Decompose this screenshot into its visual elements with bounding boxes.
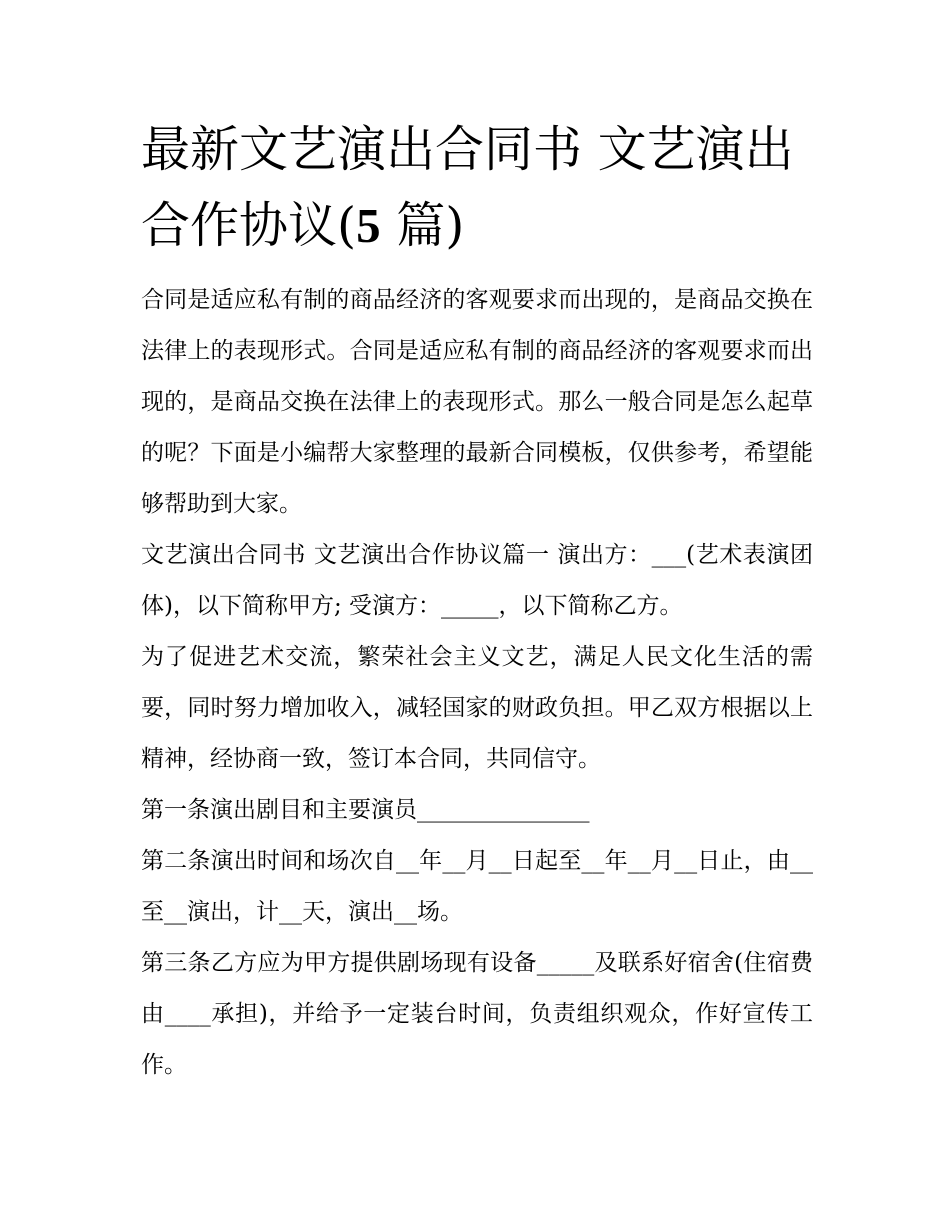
article-2: 第二条演出时间和场次自__年__月__日起至__年__月__日止，由__至__演出，计__天，演出__场。 [141, 848, 813, 925]
title-number: 5 [356, 198, 381, 253]
document-page [141, 112, 813, 1091]
article-3: 第三条乙方应为甲方提供剧场现有设备_____及联系好宿舍(住宿费由____承担)，并给予一定装台时间，负责组织观众，作好宣传工作。 [141, 950, 813, 1078]
parties-paragraph: 文艺演出合同书 文艺演出合作协议篇一 演出方：___(艺术表演团体)，以下简称甲方; 受演方：_____，以下简称乙方。 [141, 542, 813, 619]
article-1: 第一条演出剧目和主要演员_______________ [141, 797, 590, 823]
document-title [141, 112, 813, 264]
purpose-paragraph: 为了促进艺术交流，繁荣社会主义文艺，满足人民文化生活的需要，同时努力增加收入，减轻国家的财政负担。甲乙双方根据以上精神，经协商一致，签订本合同，共同信守。 [141, 644, 813, 772]
title-suffix: 篇) [380, 197, 465, 254]
title-text: 最新文艺演出合同书 文艺演出合作协议( [141, 121, 794, 254]
intro-paragraph: 合同是适应私有制的商品经济的客观要求而出现的，是商品交换在法律上的表现形式。合同是适应私有制的商品经济的客观要求而出现的，是商品交换在法律上的表现形式。那么一般合同是怎么起草的呢？下面是小编帮大家整理的最新合同模板，仅供参考，希望能够帮助到大家。 [141, 287, 813, 517]
